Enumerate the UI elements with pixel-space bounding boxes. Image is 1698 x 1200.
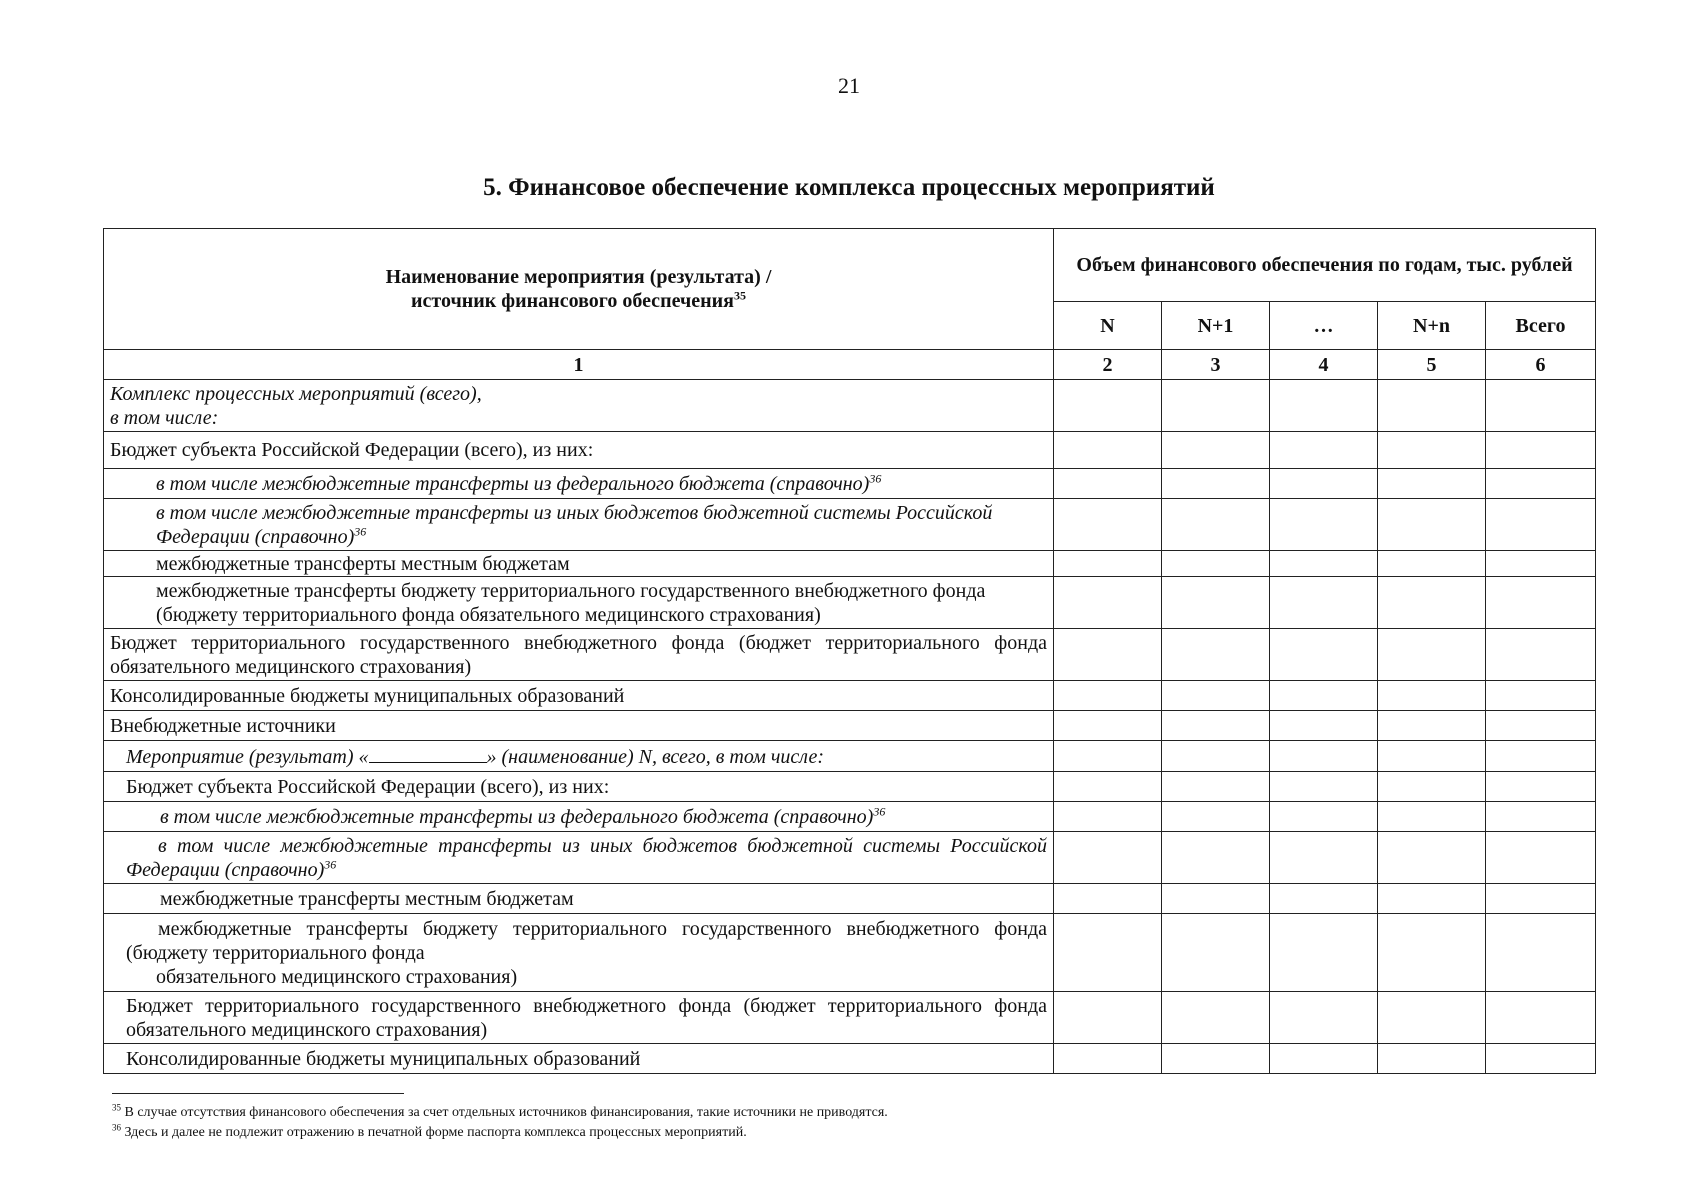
value-cell (1054, 832, 1162, 884)
column-number: 6 (1486, 350, 1596, 380)
value-cell (1378, 832, 1486, 884)
column-number: 1 (104, 350, 1054, 380)
blank-underline (369, 744, 487, 763)
value-cell (1054, 802, 1162, 832)
value-cell (1270, 914, 1378, 992)
value-cell (1270, 499, 1378, 551)
footnote-text: В случае отсутствия финансового обеспечения за счет отдельных источников финансирования, такие источники не приводятся. (124, 1105, 888, 1120)
row-label: Консолидированные бюджеты муниципальных образований (104, 1044, 1054, 1074)
value-cell (1378, 499, 1486, 551)
row-label-line: межбюджетные трансферты бюджету территориального государственного внебюджетного фонда (бюджету территориального фонда (126, 917, 1047, 964)
value-cell (1486, 711, 1596, 741)
row-label: Бюджет субъекта Российской Федерации (всего), из них: (104, 772, 1054, 802)
value-cell (1486, 741, 1596, 772)
value-cell (1270, 884, 1378, 914)
value-cell (1054, 432, 1162, 469)
value-cell (1378, 380, 1486, 432)
value-cell (1054, 551, 1162, 577)
value-cell (1486, 432, 1596, 469)
financing-table (103, 228, 1596, 1074)
value-cell (1162, 681, 1270, 711)
row-label (104, 469, 1054, 499)
footnote-ref: 36 (869, 470, 882, 485)
value-cell (1162, 380, 1270, 432)
value-cell (1162, 832, 1270, 884)
value-cell (1270, 802, 1378, 832)
row-label-text: в том числе межбюджетные трансферты из иных бюджетов бюджетной системы Российской Федерации (справочно) (156, 501, 993, 548)
value-cell (1162, 499, 1270, 551)
table-row (104, 551, 1596, 577)
value-cell (1162, 711, 1270, 741)
table-row (104, 741, 1596, 772)
table-row (104, 681, 1596, 711)
table-row (104, 432, 1596, 469)
value-cell (1270, 832, 1378, 884)
value-cell (1378, 432, 1486, 469)
row-label: межбюджетные трансферты местным бюджетам (104, 884, 1054, 914)
table-row (104, 711, 1596, 741)
table-row (104, 577, 1596, 629)
footnote-number: 35 (112, 1102, 121, 1113)
value-cell (1486, 992, 1596, 1044)
row-label-line: в том числе: (110, 406, 219, 429)
table-row (104, 884, 1596, 914)
row-label: Бюджет территориального государственного внебюджетного фонда (бюджет территориального фонда обязательного медицинского страхования) (104, 629, 1054, 681)
value-cell (1270, 629, 1378, 681)
value-cell (1162, 772, 1270, 802)
value-cell (1162, 577, 1270, 629)
value-cell (1378, 1044, 1486, 1074)
value-cell (1378, 469, 1486, 499)
row-label-text: » (наименование) N, всего, в том числе: (486, 745, 824, 768)
footnote-ref: 36 (354, 523, 367, 538)
value-cell (1054, 577, 1162, 629)
table-row (104, 629, 1596, 681)
year-header: … (1270, 302, 1378, 350)
value-cell (1054, 499, 1162, 551)
value-cell (1378, 802, 1486, 832)
value-cell (1486, 772, 1596, 802)
row-label-text: в том числе межбюджетные трансферты из федерального бюджета (справочно) (156, 472, 870, 495)
name-column-header-line1: Наименование мероприятия (результата) / (385, 266, 772, 288)
column-numbers-row (104, 350, 1596, 380)
value-cell (1054, 681, 1162, 711)
value-cell (1270, 432, 1378, 469)
table-row (104, 499, 1596, 551)
row-label (104, 832, 1054, 884)
value-cell (1270, 992, 1378, 1044)
table-row (104, 914, 1596, 992)
value-cell (1378, 551, 1486, 577)
year-header: N+1 (1162, 302, 1270, 350)
value-cell (1486, 1044, 1596, 1074)
value-cell (1270, 380, 1378, 432)
value-cell (1054, 1044, 1162, 1074)
value-cell (1378, 577, 1486, 629)
value-cell (1378, 884, 1486, 914)
footnote (112, 1103, 1512, 1123)
row-label: Бюджет территориального государственного внебюджетного фонда (бюджет территориального фонда обязательного медицинского страхования) (104, 992, 1054, 1044)
value-cell (1270, 711, 1378, 741)
value-cell (1378, 992, 1486, 1044)
value-cell (1486, 802, 1596, 832)
value-cell (1162, 741, 1270, 772)
column-number: 2 (1054, 350, 1162, 380)
value-cell (1270, 577, 1378, 629)
value-cell (1486, 629, 1596, 681)
footnote-ref: 35 (734, 288, 746, 303)
row-label: межбюджетные трансферты местным бюджетам (104, 551, 1054, 577)
value-cell (1270, 1044, 1378, 1074)
value-cell (1270, 551, 1378, 577)
page-number: 21 (838, 73, 860, 98)
table-row (104, 1044, 1596, 1074)
footnote (112, 1123, 1512, 1143)
column-number: 3 (1162, 350, 1270, 380)
name-column-header-line2: источник финансового обеспечения (411, 290, 734, 312)
footnotes (112, 1103, 1512, 1143)
value-cell (1162, 1044, 1270, 1074)
row-label-text: в том числе межбюджетные трансферты из иных бюджетов бюджетной системы Российской Федерации (справочно) (126, 834, 1047, 881)
name-column-header (104, 229, 1054, 350)
row-label (104, 914, 1054, 992)
table-row (104, 992, 1596, 1044)
value-cell (1054, 741, 1162, 772)
footnote-ref: 36 (873, 803, 886, 818)
value-cell (1486, 551, 1596, 577)
footnote-text: Здесь и далее не подлежит отражению в печатной форме паспорта комплекса процессных мероприятий. (124, 1125, 747, 1140)
value-cell (1378, 741, 1486, 772)
value-cell (1486, 832, 1596, 884)
value-cell (1162, 629, 1270, 681)
total-header: Всего (1486, 302, 1596, 350)
column-number: 4 (1270, 350, 1378, 380)
row-label (104, 499, 1054, 551)
row-label: Бюджет субъекта Российской Федерации (всего), из них: (104, 432, 1054, 469)
table-row (104, 380, 1596, 432)
value-cell (1270, 741, 1378, 772)
value-cell (1486, 884, 1596, 914)
value-cell (1054, 469, 1162, 499)
header-row-top (104, 229, 1596, 302)
value-cell (1378, 914, 1486, 992)
value-cell (1486, 499, 1596, 551)
value-cell (1486, 577, 1596, 629)
row-label: межбюджетные трансферты бюджету территориального государственного внебюджетного фонда (бюджету территориального фонда обязательного медицинского страхования) (104, 577, 1054, 629)
volume-header: Объем финансового обеспечения по годам, тыс. рублей (1054, 229, 1596, 302)
section-title: 5. Финансовое обеспечение комплекса процессных мероприятий (483, 174, 1215, 201)
column-number: 5 (1378, 350, 1486, 380)
value-cell (1270, 681, 1378, 711)
value-cell (1378, 681, 1486, 711)
row-label-text: Мероприятие (результат) « (126, 745, 369, 768)
value-cell (1378, 711, 1486, 741)
table-row (104, 772, 1596, 802)
value-cell (1486, 469, 1596, 499)
value-cell (1270, 469, 1378, 499)
row-label: Внебюджетные источники (104, 711, 1054, 741)
value-cell (1486, 380, 1596, 432)
value-cell (1162, 884, 1270, 914)
table-row (104, 832, 1596, 884)
footnote-number: 36 (112, 1122, 121, 1133)
value-cell (1162, 802, 1270, 832)
value-cell (1054, 380, 1162, 432)
value-cell (1054, 772, 1162, 802)
row-label (104, 741, 1054, 772)
row-label-line: Комплекс процессных мероприятий (всего), (110, 382, 482, 405)
footnote-ref: 36 (324, 856, 337, 871)
row-label (104, 380, 1054, 432)
year-header: N (1054, 302, 1162, 350)
value-cell (1162, 992, 1270, 1044)
value-cell (1054, 914, 1162, 992)
value-cell (1054, 884, 1162, 914)
row-label-text: в том числе межбюджетные трансферты из федерального бюджета (справочно) (160, 805, 874, 828)
value-cell (1054, 711, 1162, 741)
value-cell (1486, 914, 1596, 992)
value-cell (1378, 629, 1486, 681)
table-row (104, 802, 1596, 832)
row-label: Консолидированные бюджеты муниципальных образований (104, 681, 1054, 711)
value-cell (1054, 629, 1162, 681)
value-cell (1054, 992, 1162, 1044)
value-cell (1378, 772, 1486, 802)
row-label (104, 802, 1054, 832)
value-cell (1162, 914, 1270, 992)
value-cell (1162, 469, 1270, 499)
footnote-divider (112, 1093, 404, 1094)
value-cell (1162, 551, 1270, 577)
year-header: N+n (1378, 302, 1486, 350)
row-label-line: обязательного медицинского страхования) (156, 965, 518, 988)
value-cell (1270, 772, 1378, 802)
value-cell (1486, 681, 1596, 711)
table-row (104, 469, 1596, 499)
value-cell (1162, 432, 1270, 469)
